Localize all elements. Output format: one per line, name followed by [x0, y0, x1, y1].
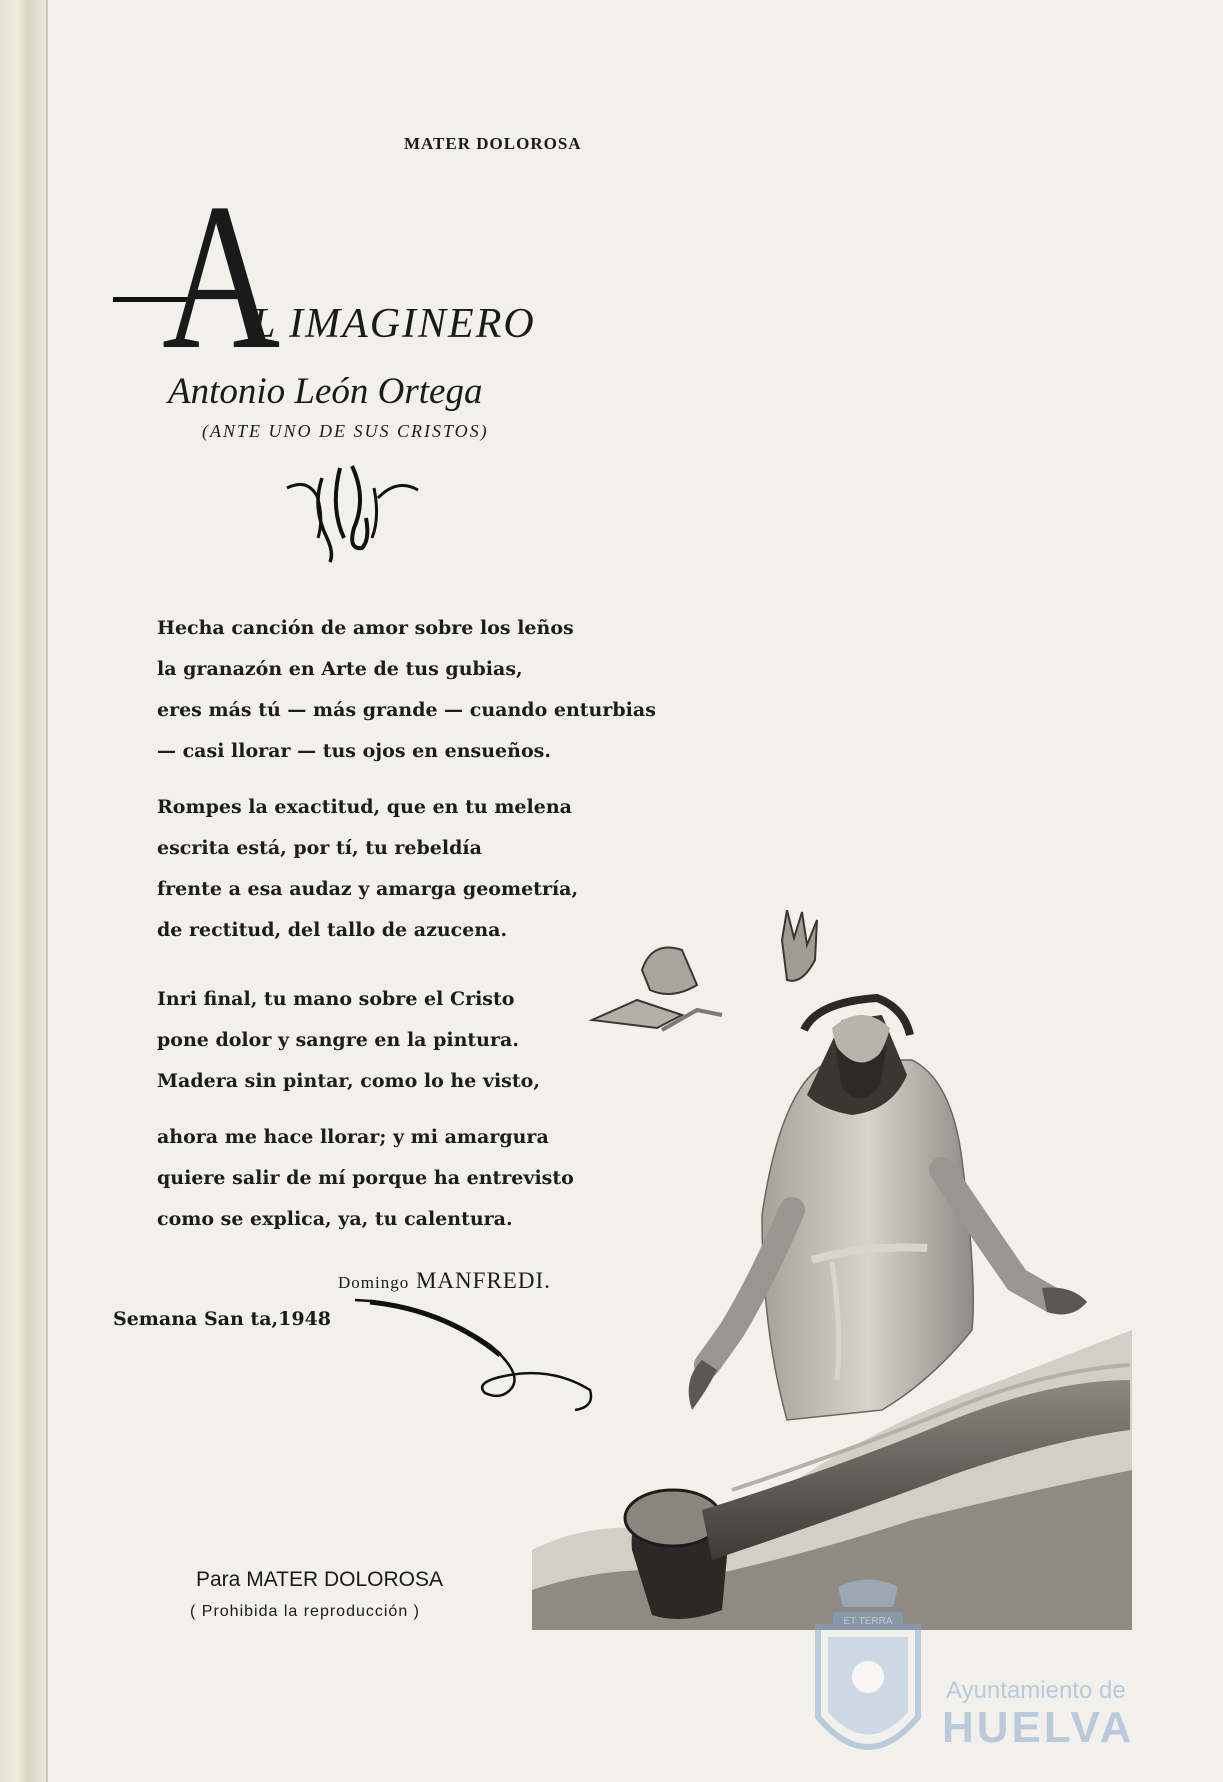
verse: quiere salir de mí porque ha entrevisto — [157, 1167, 574, 1189]
subtitle: Antonio León Ortega — [168, 371, 483, 412]
verse: Hecha canción de amor sobre los leños — [157, 617, 574, 639]
watermark-line-2: HUELVA — [942, 1703, 1135, 1752]
watermark-line-1: Ayuntamiento de — [946, 1677, 1126, 1704]
seal-text: ET TERRA — [843, 1616, 893, 1627]
date-line: Semana San ta,1948 — [113, 1308, 332, 1330]
verse: Inri final, tu mano sobre el Cristo — [157, 988, 515, 1010]
credit-line: Para MATER DOLOROSA — [196, 1568, 443, 1591]
verse: de rectitud, del tallo de azucena. — [157, 919, 508, 941]
verse: ahora me hace llorar; y mi amargura — [157, 1126, 549, 1148]
running-header: MATER DOLOROSA — [404, 134, 582, 153]
christ-statue-photo — [532, 910, 1132, 1632]
verse: pone dolor y sangre en la pintura. — [157, 1029, 519, 1051]
verse: como se explica, ya, tu calentura. — [157, 1208, 513, 1230]
verse: eres más tú — más grande — cuando enturbias — [157, 699, 656, 721]
page-binding-edge — [0, 0, 48, 1782]
poem-stanza-1 — [157, 608, 656, 772]
author-last-name: MANFREDI. — [415, 1268, 551, 1293]
title-initial: A — [162, 161, 281, 393]
author-signature — [338, 1268, 551, 1294]
subtitle-note: (ANTE UNO DE SUS CRISTOS) — [202, 421, 489, 441]
title-text: L IMAGINERO — [252, 301, 536, 347]
verse: Madera sin pintar, como lo he visto, — [157, 1070, 540, 1092]
reproduction-note: ( Prohibida la reproducción ) — [190, 1603, 420, 1620]
verse: la granazón en Arte de tus gubias, — [157, 658, 523, 680]
watermark — [808, 1577, 1148, 1777]
verse: — casi llorar — tus ojos en ensueños. — [157, 740, 551, 762]
verse: Rompes la exactitud, que en tu melena — [157, 796, 572, 818]
verse: escrita está, por tí, tu rebeldía — [157, 837, 482, 859]
author-first-name: Domingo — [338, 1273, 410, 1292]
verse: frente a esa audaz y amarga geometría, — [157, 878, 579, 900]
coat-of-arms-icon — [808, 1577, 928, 1777]
ornament-flourish — [282, 458, 422, 568]
